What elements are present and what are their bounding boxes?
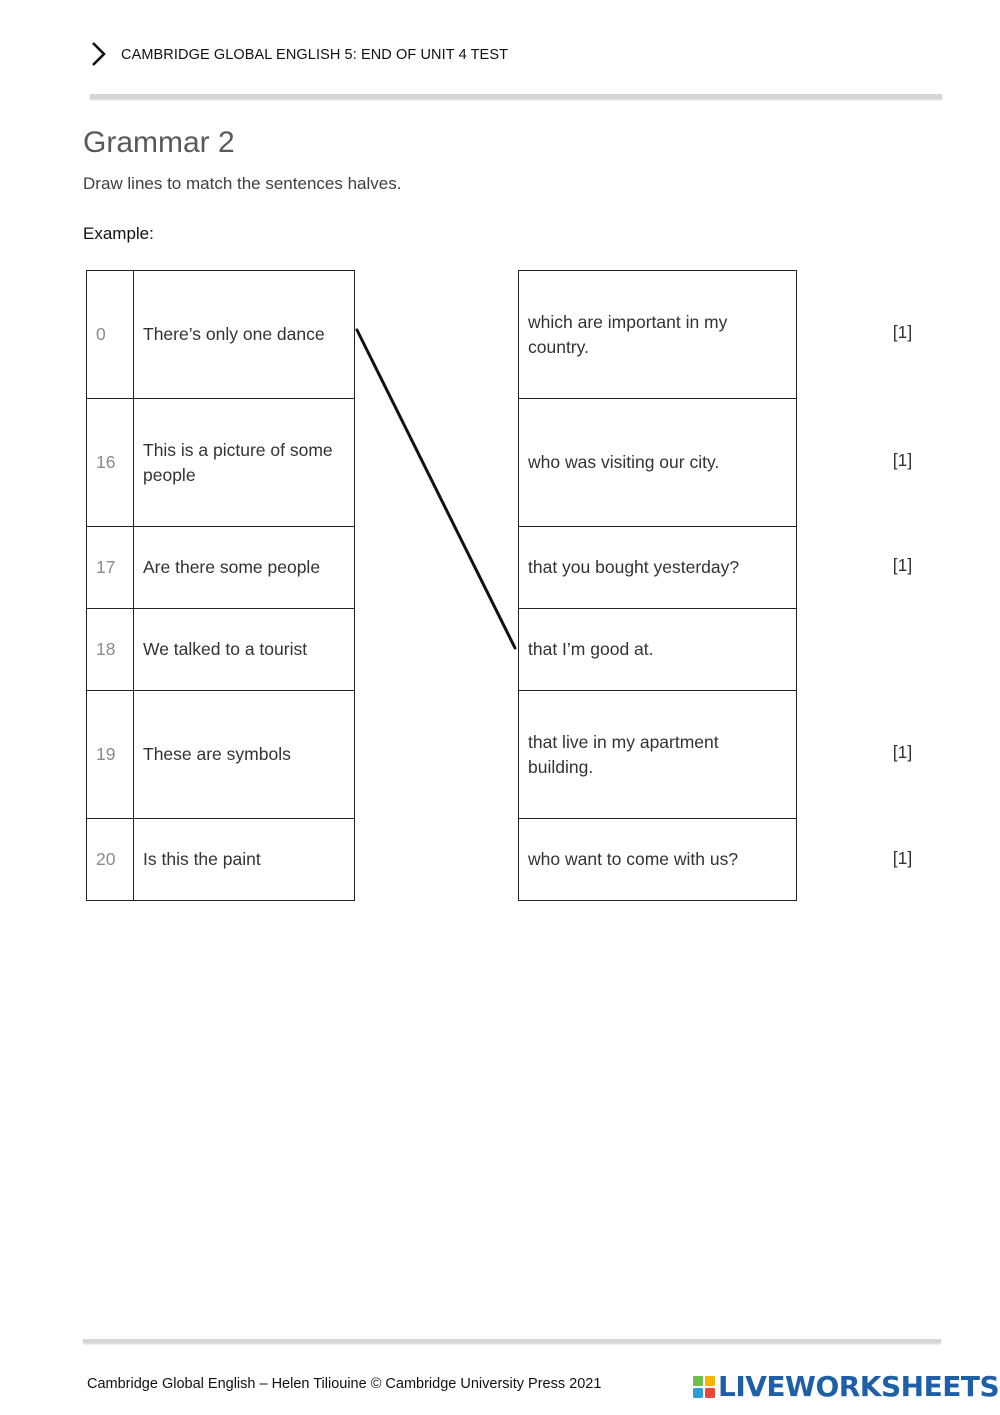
- mark-allocation: [1]: [892, 848, 913, 868]
- table-row: [519, 271, 797, 399]
- left-sentence-table: [86, 270, 355, 901]
- sentence-start[interactable]: This is a picture of some people: [134, 399, 355, 527]
- mark-allocation: [1]: [892, 742, 913, 762]
- table-row: [87, 609, 355, 691]
- table-row: [87, 527, 355, 609]
- mark-allocation: [1]: [892, 450, 913, 470]
- instruction-text: Draw lines to match the sentences halves.: [83, 174, 402, 193]
- table-row: [519, 691, 797, 819]
- sentence-start[interactable]: These are symbols: [134, 691, 355, 819]
- logo-wordmark: LIVEWORKSHEETS: [718, 1370, 1000, 1403]
- item-number: 0: [87, 271, 134, 399]
- table-row: [519, 399, 797, 527]
- sentence-start[interactable]: Is this the paint: [134, 819, 355, 901]
- footer-divider: [83, 1339, 941, 1343]
- chevron-right-icon: [88, 40, 110, 70]
- item-number: 17: [87, 527, 134, 609]
- table-row: [519, 609, 797, 691]
- table-row: [519, 527, 797, 609]
- sentence-ending[interactable]: which are important in my country.: [519, 271, 797, 399]
- table-row: [519, 819, 797, 901]
- sentence-start[interactable]: We talked to a tourist: [134, 609, 355, 691]
- table-row: [87, 271, 355, 399]
- sentence-ending[interactable]: that you bought yesterday?: [519, 527, 797, 609]
- item-number: 16: [87, 399, 134, 527]
- footer-credit: Cambridge Global English – Helen Tiliouine © Cambridge University Press 2021: [87, 1376, 602, 1392]
- page-header: [88, 40, 508, 70]
- sentence-ending[interactable]: who was visiting our city.: [519, 399, 797, 527]
- header-title: CAMBRIDGE GLOBAL ENGLISH 5: END OF UNIT 4 TEST: [121, 47, 509, 63]
- sentence-ending[interactable]: that live in my apartment building.: [519, 691, 797, 819]
- item-number: 19: [87, 691, 134, 819]
- liveworksheets-logo[interactable]: [692, 1370, 1000, 1403]
- sentence-ending[interactable]: that I’m good at.: [519, 609, 797, 691]
- sentence-start[interactable]: There’s only one dance: [134, 271, 355, 399]
- item-number: 18: [87, 609, 134, 691]
- table-row: [87, 399, 355, 527]
- header-divider: [90, 94, 942, 99]
- item-number: 20: [87, 819, 134, 901]
- table-row: [87, 691, 355, 819]
- mark-allocation: [1]: [892, 322, 913, 342]
- sentence-ending[interactable]: who want to come with us?: [519, 819, 797, 901]
- example-label: Example:: [83, 224, 154, 243]
- liveworksheets-logo-icon: [692, 1375, 716, 1399]
- table-row: [87, 819, 355, 901]
- section-title: Grammar 2: [83, 126, 235, 159]
- right-sentence-table: [518, 270, 797, 901]
- sentence-start[interactable]: Are there some people: [134, 527, 355, 609]
- mark-allocation: [1]: [892, 555, 913, 575]
